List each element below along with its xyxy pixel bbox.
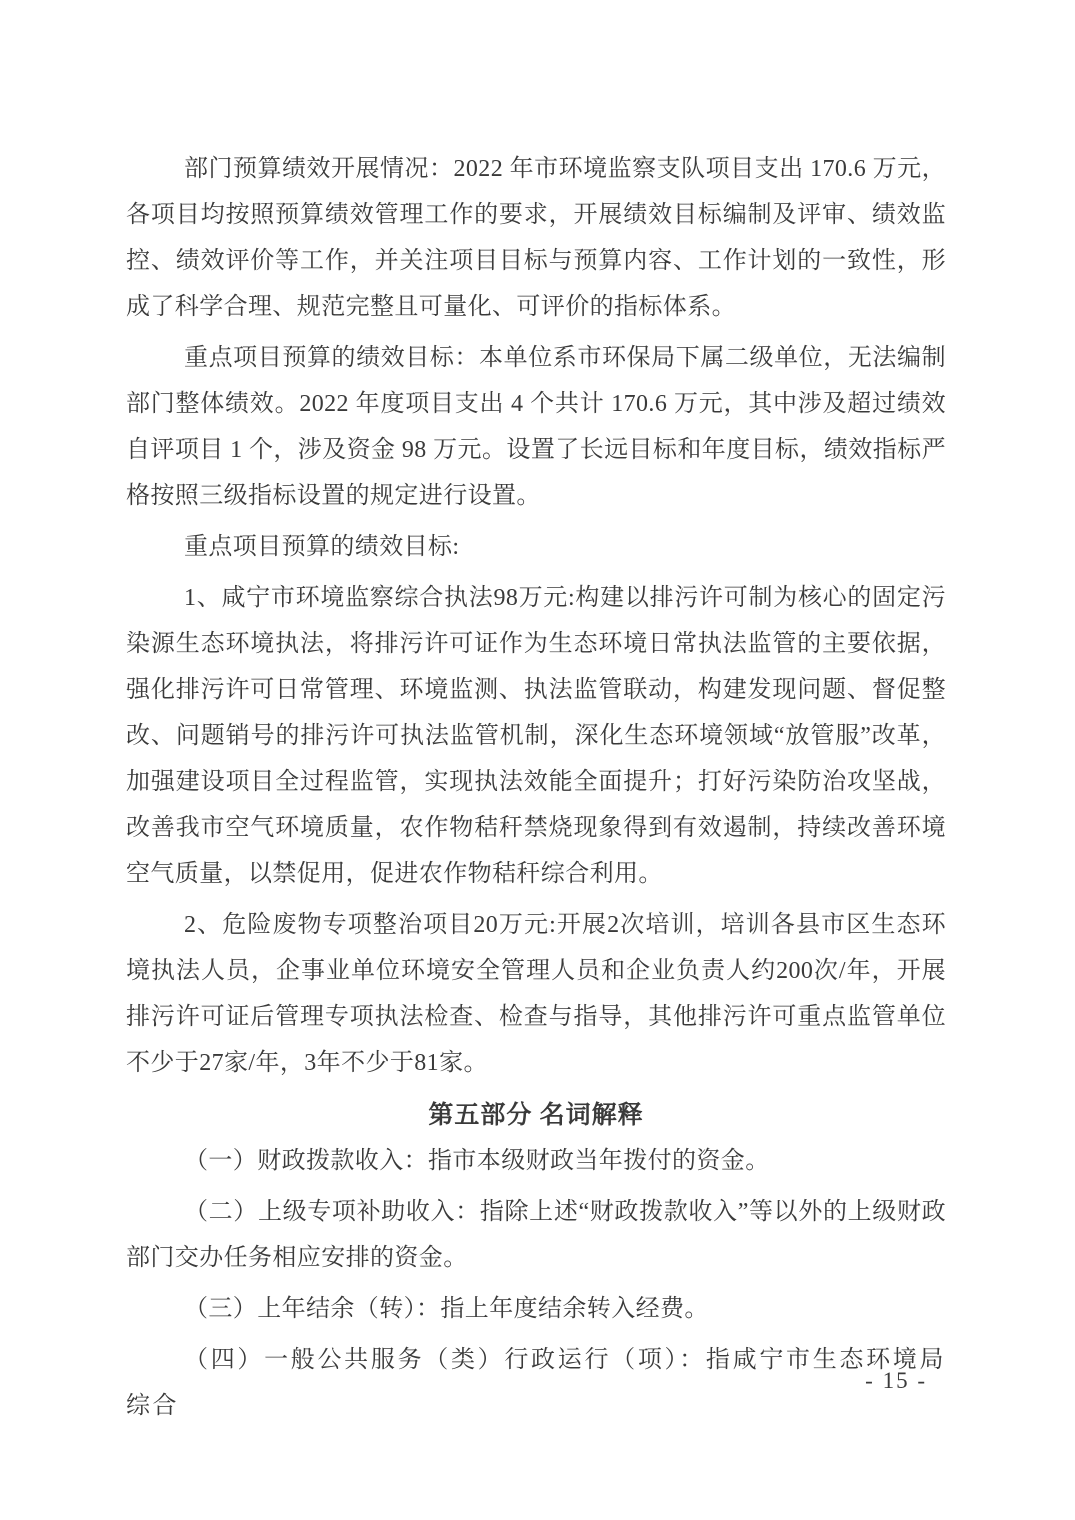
paragraph-item-1-enforcement-project: 1、咸宁市环境监察综合执法98万元:构建以排污许可制为核心的固定污染源生态环境执法，将排污许可证作为生态环境日常执法监管的主要依据，强化排污许可日常管理、环境监测、执法监管联动，构建发现问题、督促整改、问题销号的排污许可执法监管机制，深化生态环境领域“放管服”改革，加强建设项目全过程监管，实现执法效能全面提升；打好污染防治攻坚战，改善我市空气环境质量，农作物秸秆禁烧现象得到有效遏制，持续改善环境空气质量，以禁促用，促进农作物秸秆综合利用。	[126, 585, 946, 887]
section-heading-part-five-glossary: 第五部分 名词解释	[428, 1102, 644, 1129]
paragraph-key-project-goals-label: 重点项目预算的绩效目标:	[184, 534, 460, 560]
document-content	[126, 146, 946, 1434]
paragraph-term-3-prior-year-carryover: （三）上年结余（转）：指上年度结余转入经费。	[184, 1296, 709, 1322]
paragraph-item-2-hazardous-waste-project: 2、危险废物专项整治项目20万元:开展2次培训，培训各县市区生态环境执法人员，企事业单位环境安全管理人员和企业负责人约200次/年，开展排污许可证后管理专项执法检查、检查与指导，其他排污许可重点监管单位不少于27家/年，3年不少于81家。	[126, 912, 946, 1076]
paragraph-term-1-fiscal-appropriation-income: （一）财政拨款收入：指市本级财政当年拨付的资金。	[184, 1148, 770, 1174]
paragraph-term-4-general-public-service: （四）一般公共服务（类）行政运行（项）：指咸宁市生态环境局综合	[126, 1347, 946, 1419]
paragraph-budget-performance-overview: 部门预算绩效开展情况：2022 年市环境监察支队项目支出 170.6 万元，各项目均按照预算绩效管理工作的要求，开展绩效目标编制及评审、绩效监控、绩效评价等工作，并关注项目目标与预算内容、工作计划的一致性，形成了科学合理、规范完整且可量化、可评价的指标体系。	[126, 156, 946, 320]
paragraph-term-2-superior-special-subsidy-income: （二）上级专项补助收入：指除上述“财政拨款收入”等以外的上级财政部门交办任务相应安排的资金。	[126, 1199, 946, 1271]
paragraph-key-project-goals-summary: 重点项目预算的绩效目标：本单位系市环保局下属二级单位，无法编制部门整体绩效。2022 年度项目支出 4 个共计 170.6 万元，其中涉及超过绩效自评项目 1 个，涉及资金 98 万元。设置了长远目标和年度目标，绩效指标严格按照三级指标设置的规定进行设置。	[126, 345, 946, 509]
page-number: - 15 -	[865, 1368, 927, 1393]
